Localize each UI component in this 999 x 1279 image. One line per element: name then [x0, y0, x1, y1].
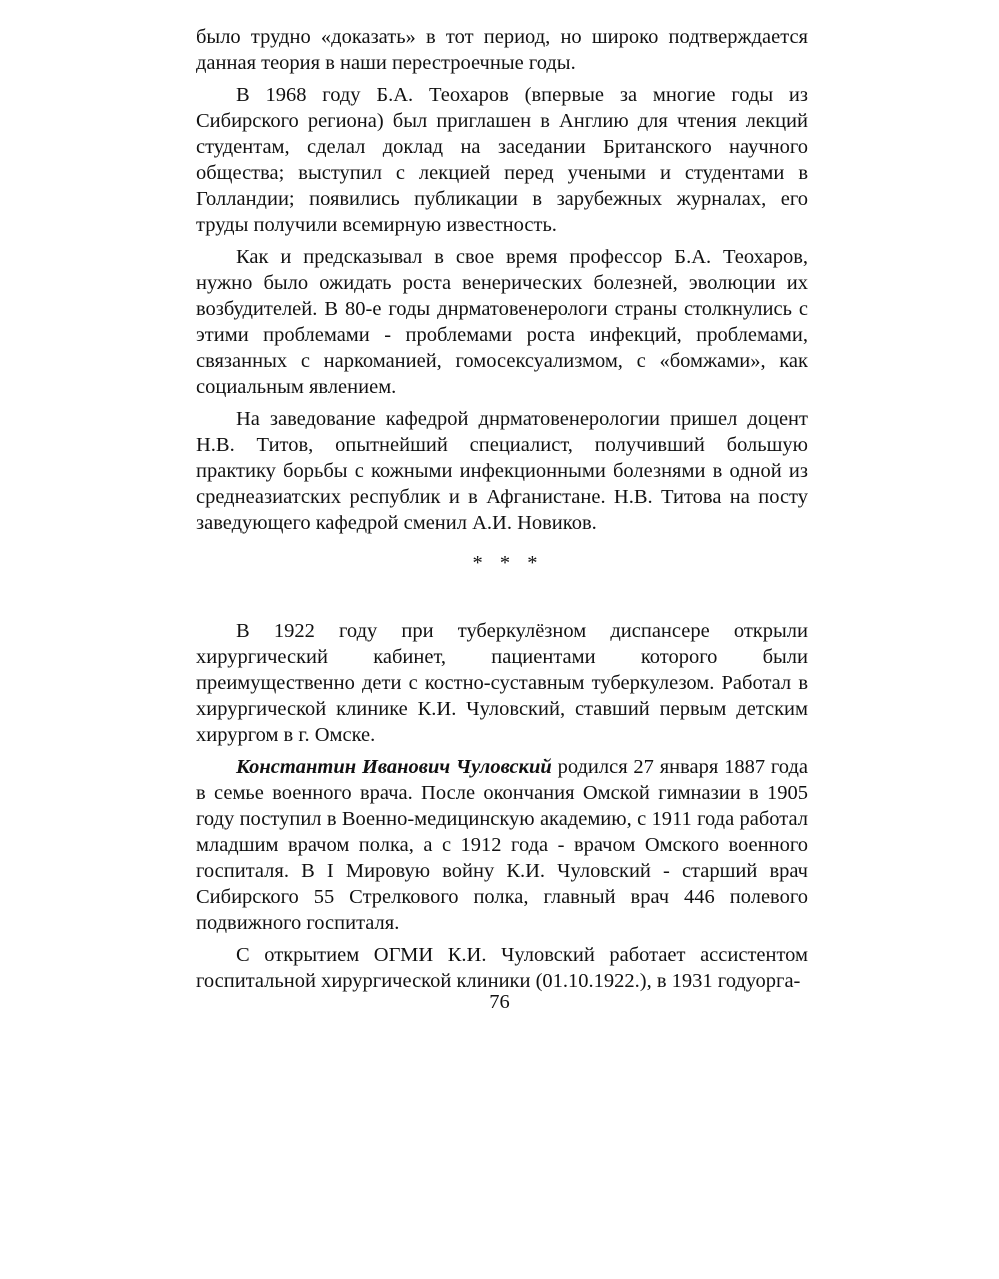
- paragraph-ogmi: С открытием ОГМИ К.И. Чуловский работает ассистентом госпитальной хирургической клиники (01.10.1922.), в 1931 годуорга-: [196, 944, 808, 992]
- paragraph-chulovsky-text: родился 27 января 1887 года в семье военного врача. После окончания Омской гимназии в 1905 году поступил в Военно-медицинскую академию, с 1911 года работал младшим врачом полка, а с 1912 года - врачом Омского военного госпиталя. В I Мировую войну К.И. Чуловский - старший врач Сибирского 55 Стрелкового полка, главный врач 446 полевого подвижного госпиталя.: [196, 756, 808, 934]
- person-name: Константин Иванович Чуловский: [236, 756, 552, 778]
- paragraph-continuation: было трудно «доказать» в тот период, но широко подтверждается данная теория в наши перестроечные годы.: [196, 26, 808, 74]
- paragraph-teokharov-england: В 1968 году Б.А. Теохаров (впервые за многие годы из Сибирского региона) был приглашен в Англию для чтения лекций студентам, сделал доклад на заседании Британского научного общества; выступил с лекцией перед учеными и студентами в Голландии; появились публикации в зарубежных журналах, его труды получили всемирную известность.: [196, 84, 808, 236]
- paragraph-surgical-cabinet: В 1922 году при туберкулёзном диспансере открыли хирургический кабинет, пациентами которого были преимущественно дети с костно-суставным туберкулезом. Работал в хирургической клинике К.И. Чуловский, ставший первым детским хирургом в г. Омске.: [196, 620, 808, 746]
- paragraph-titov: На заведование кафедрой днрматовенерологии пришел доцент Н.В. Титов, опытнейший специалист, получивший большую практику борьбы с кожными инфекционными болезнями в одной из среднеазиатских республик и в Афганистане. Н.В. Титова на посту заведующего кафедрой сменил А.И. Новиков.: [196, 408, 808, 534]
- section-separator: * * *: [472, 552, 544, 574]
- page-body: [196, 24, 808, 994]
- paragraph-chulovsky-biography: [196, 754, 808, 936]
- paragraph-venereal-diseases: Как и предсказывал в свое время профессор Б.А. Теохаров, нужно было ожидать роста венерических болезней, эволюции их возбудителей. В 80-е годы днрматовенерологи страны столкнулись с этими проблемами - проблемами роста инфекций, проблемами, связанных с наркоманией, гомосексуализмом, с «бомжами», как социальным явлением.: [196, 246, 808, 398]
- page-number: 76: [489, 991, 510, 1013]
